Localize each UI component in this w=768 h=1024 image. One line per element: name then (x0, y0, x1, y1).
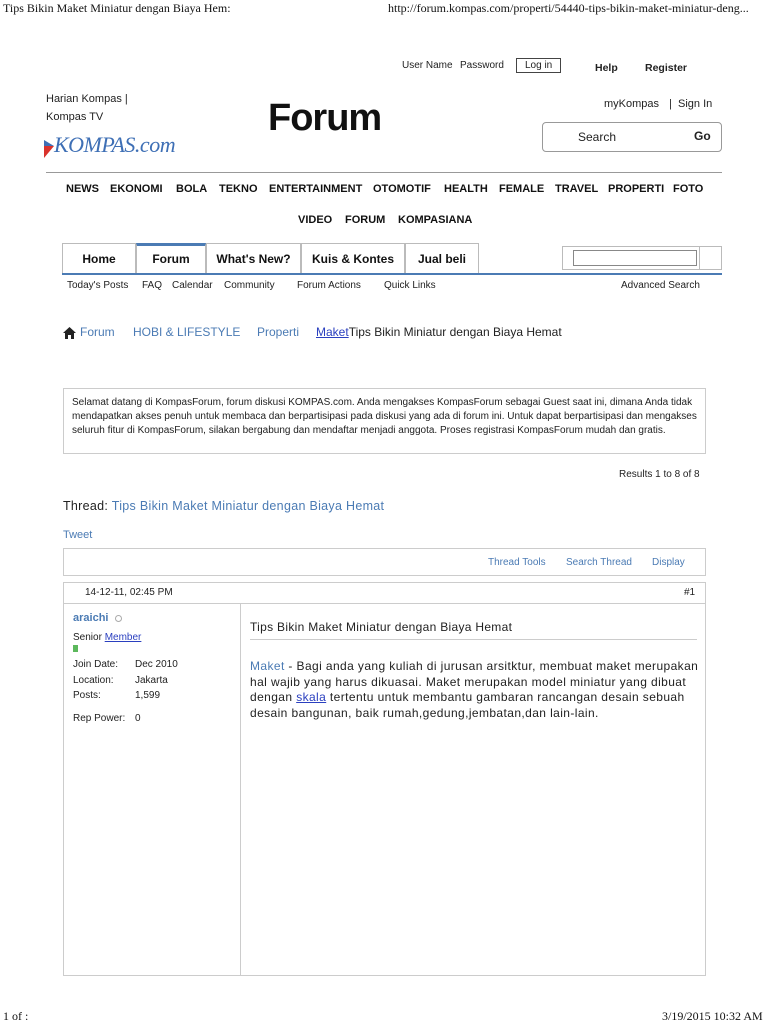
breadcrumb-forum[interactable]: Forum (80, 325, 115, 339)
nav-female[interactable]: FEMALE (499, 183, 545, 195)
user-rank-prefix: Senior (73, 632, 102, 643)
account-separator: | (669, 98, 672, 110)
login-button[interactable]: Log in (516, 58, 561, 73)
subnav-community[interactable]: Community (224, 280, 275, 291)
tweet-button[interactable]: Tweet (63, 529, 93, 541)
thread-toolbar (63, 548, 706, 576)
breadcrumb-maket-prefix[interactable]: Maket (316, 325, 349, 339)
kompas-tv-link[interactable]: Kompas TV (46, 111, 104, 123)
header-divider (46, 172, 722, 173)
print-url: http://forum.kompas.com/properti/54440-tips-bikin-maket-miniatur-deng... (388, 1, 749, 15)
tab-jual-beli[interactable]: Jual beli (405, 243, 479, 273)
join-date-value: Dec 2010 (135, 659, 178, 670)
quick-search-input[interactable] (573, 250, 697, 266)
advanced-search-link[interactable]: Advanced Search (621, 280, 700, 291)
post-body (250, 659, 700, 721)
print-page-title: Tips Bikin Maket Miniatur dengan Biaya Hem: (3, 1, 231, 15)
thread-heading (63, 499, 384, 513)
nav-bola[interactable]: BOLA (176, 183, 208, 195)
location-label: Location: (73, 675, 114, 686)
header-search[interactable] (542, 122, 722, 152)
tab-forum[interactable]: Forum (136, 243, 206, 273)
offline-status-icon (115, 615, 122, 622)
posts-label: Posts: (73, 690, 101, 701)
sign-in-link[interactable]: Sign In (678, 98, 713, 110)
tab-home[interactable]: Home (62, 243, 136, 273)
posts-value: 1,599 (135, 690, 161, 701)
breadcrumb-hobi-lifestyle[interactable]: HOBI & LIFESTYLE (133, 325, 241, 339)
reputation-bar-icon (73, 645, 78, 652)
breadcrumb-current-title: Tips Bikin Miniatur dengan Biaya Hemat (348, 325, 562, 339)
post-title-divider (250, 639, 697, 640)
breadcrumb-current (316, 325, 562, 339)
nav-kompasiana[interactable]: KOMPASIANA (398, 214, 473, 226)
nav-forum[interactable]: FORUM (345, 214, 386, 226)
nav-video[interactable]: VIDEO (298, 214, 333, 226)
post-number[interactable]: #1 (684, 587, 696, 598)
forum-title: Forum (268, 97, 382, 139)
thread-tools-menu[interactable]: Thread Tools (488, 557, 546, 568)
help-link[interactable]: Help (595, 62, 618, 74)
thread-label: Thread: (63, 499, 109, 513)
post-username[interactable]: araichi (73, 612, 109, 624)
user-rank (73, 632, 141, 643)
home-icon[interactable] (63, 326, 76, 338)
post-body-part1: - Bagi anda yang kuliah di jurusan arsitktur, membuat maket merupakan hal wajib yang harus dikuasai. Maket merupakan model miniatur yang dibuat dengan (250, 659, 699, 704)
subnav-forum-actions[interactable]: Forum Actions (297, 280, 361, 291)
kompas-logo[interactable] (44, 132, 214, 160)
search-input[interactable]: Search (578, 130, 617, 144)
results-count: Results 1 to 8 of 8 (619, 469, 700, 480)
username-label: User Name (402, 60, 453, 71)
quick-search-divider (699, 247, 700, 269)
nav-foto[interactable]: FOTO (673, 183, 704, 195)
thread-title-link[interactable]: Tips Bikin Maket Miniatur dengan Biaya Hemat (111, 499, 385, 513)
nav-news[interactable]: NEWS (66, 183, 99, 195)
join-date-label: Join Date: (73, 659, 119, 670)
user-rank-link[interactable]: Member (104, 632, 142, 643)
nav-tekno[interactable]: TEKNO (219, 183, 258, 195)
nav-otomotif[interactable]: OTOMOTIF (373, 183, 431, 195)
post-body-part2: tertentu untuk membantu gambaran rancangan desain sebuah desain bangunan, baik rumah,gedung,jembatan,dan lain-lain. (250, 690, 685, 720)
subnav-quick-links[interactable]: Quick Links (384, 280, 436, 291)
rep-power-label: Rep Power: (73, 713, 126, 724)
nav-properti[interactable]: PROPERTI (608, 183, 665, 195)
subnav-calendar[interactable]: Calendar (172, 280, 213, 291)
harian-kompas-link[interactable]: Harian Kompas | (46, 93, 128, 105)
subnav-faq[interactable]: FAQ (142, 280, 163, 291)
forum-tab-bar (62, 243, 722, 275)
tab-kuis-kontes[interactable]: Kuis & Kontes (301, 243, 405, 273)
print-datetime: 3/19/2015 10:32 AM (662, 1009, 763, 1023)
nav-health[interactable]: HEALTH (444, 183, 488, 195)
nav-ekonomi[interactable]: EKONOMI (110, 183, 163, 195)
rep-power-value: 0 (135, 713, 141, 724)
logo-text: KOMPAS.com (54, 132, 176, 157)
subnav-todays-posts[interactable]: Today's Posts (67, 280, 129, 291)
post-datetime: 14-12-11, 02:45 PM (85, 587, 173, 598)
post-header (63, 582, 706, 604)
nav-travel[interactable]: TRAVEL (555, 183, 599, 195)
breadcrumb-properti[interactable]: Properti (257, 325, 300, 339)
guest-notice: Selamat datang di KompasForum, forum diskusi KOMPAS.com. Anda mengakses KompasForum sebagai Guest saat ini, dimana Anda tidak mendapatkan akses penuh untuk membaca dan berpartisipasi pada diskusi yang ada di forum ini. Untuk dapat berpartisipasi dan mengakses seluruh fitur di KompasForum, silakan bergabung dan mendaftar menjadi anggota. Proses registrasi KompasForum mudah dan gratis. (63, 388, 706, 454)
post-body-skala-link[interactable]: skala (296, 690, 327, 704)
register-link[interactable]: Register (645, 62, 688, 74)
home-icon-graphic (63, 327, 76, 339)
display-menu[interactable]: Display (652, 557, 685, 568)
mykompas-link[interactable]: myKompas (604, 98, 660, 110)
search-thread-menu[interactable]: Search Thread (566, 557, 632, 568)
post-bottom-border (63, 975, 706, 976)
search-go-button[interactable]: Go (694, 129, 711, 143)
location-value: Jakarta (135, 675, 168, 686)
password-label: Password (460, 60, 504, 71)
post-title: Tips Bikin Maket Miniatur dengan Biaya Hemat (250, 620, 513, 634)
tab-whats-new[interactable]: What's New? (206, 243, 301, 273)
tab-search-area (562, 246, 722, 270)
print-page-number: 1 of : (3, 1009, 29, 1023)
post-user-panel (63, 604, 241, 976)
post-body-maket-link[interactable]: Maket (250, 659, 285, 673)
nav-entertainment[interactable]: ENTERTAINMENT (269, 183, 363, 195)
